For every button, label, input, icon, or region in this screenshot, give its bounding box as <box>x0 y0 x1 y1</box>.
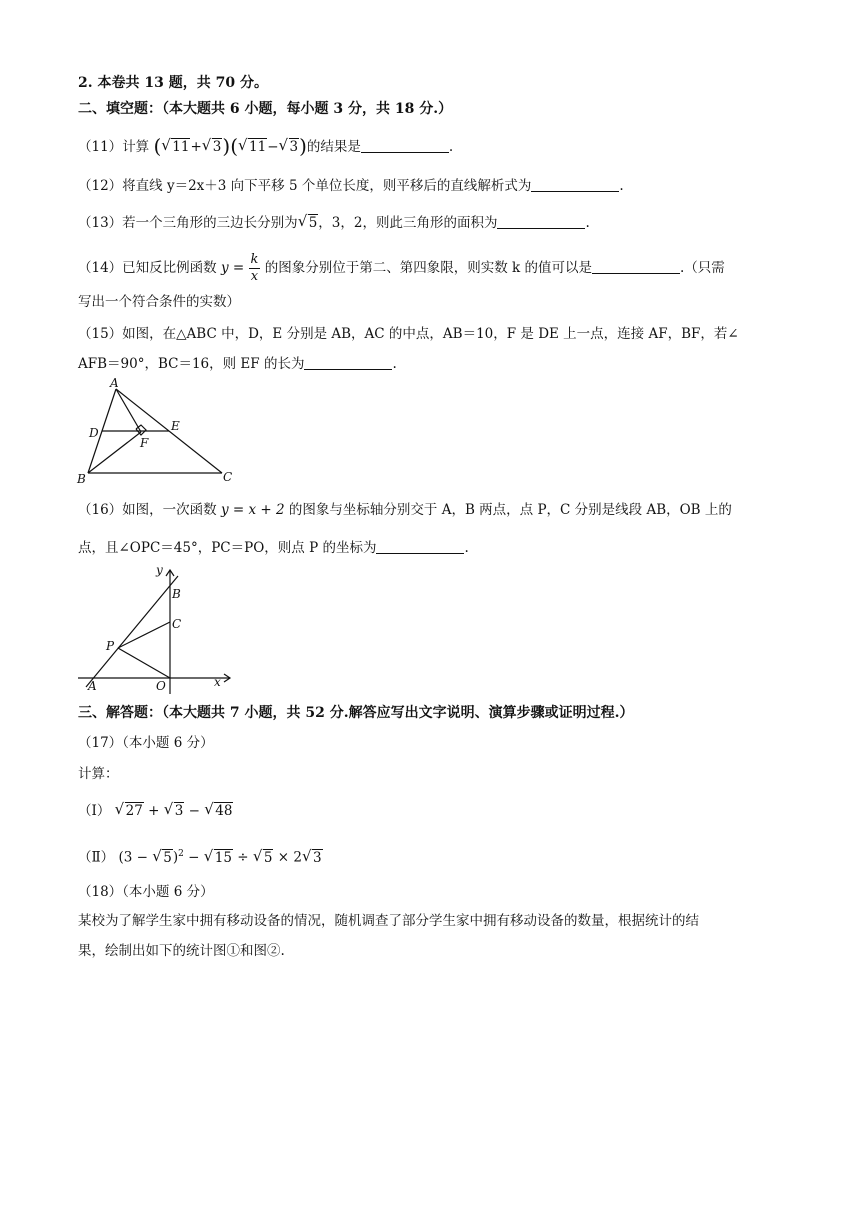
q17-part-1-label: （Ⅰ） <box>78 803 111 819</box>
q17-p2-minus: − <box>188 849 200 866</box>
question-16-line-2 <box>78 538 469 558</box>
q14-answer-blank <box>592 259 680 274</box>
q11-radicand-3: 11 <box>249 139 267 155</box>
q14-suffix: 的图象分别位于第二、第四象限，则实数 k 的值可以是 <box>264 260 592 276</box>
q17-p2-exponent: 2 <box>178 849 184 859</box>
q15-end: . <box>392 356 397 372</box>
question-14 <box>78 252 725 285</box>
fig15-label-C: C <box>223 470 233 484</box>
q12-text: （12）将直线 y＝2x＋3 向下平移 5 个单位长度，则平移后的直线解析式为 <box>78 178 532 194</box>
q13-answer-blank <box>497 214 585 229</box>
q17-p1-radicand-c: 48 <box>215 803 233 819</box>
q13-suffix: ，3，2，则此三角形的面积为 <box>318 215 498 231</box>
q16-answer-blank <box>376 539 464 554</box>
question-11: （11）计算 (√ 11+√ 3)(√ 11−√ 3)的结果是 . <box>78 136 453 157</box>
q12-answer-blank <box>531 177 619 192</box>
q13-end: . <box>585 215 590 231</box>
q17-p1-radicand-a: 27 <box>125 803 143 819</box>
q13-prefix: （13）若一个三角形的三边长分别为 <box>78 215 298 231</box>
q18-line-2: 果，绘制出如下的统计图①和图②. <box>78 943 285 959</box>
q11-suffix: 的结果是 <box>306 139 361 155</box>
fig15-label-F: F <box>140 436 149 450</box>
q14-prefix: （14）已知反比例函数 <box>78 260 217 276</box>
fig16-label-C: C <box>172 617 182 631</box>
q17-intro: 计算： <box>78 766 119 782</box>
exam-total-note: 2. 本卷共 13 题，共 70 分。 <box>78 75 268 91</box>
fig16-label-P: P <box>106 639 115 653</box>
fig15-label-A: A <box>110 376 119 390</box>
q11-number: （11） <box>78 139 123 155</box>
fig15-label-B: B <box>77 472 86 485</box>
q11-radicand-2: 3 <box>212 139 222 155</box>
figure-15-triangle <box>74 375 244 485</box>
q16-function: y = x + 2 <box>220 502 285 518</box>
q16-prefix: （16）如图，一次函数 <box>78 502 217 518</box>
q13-radicand: 5 <box>308 215 318 231</box>
fig16-label-A: A <box>88 679 97 693</box>
q11-end: . <box>448 139 454 155</box>
q17-p2-times: × 2 <box>277 849 302 866</box>
q16-end: . <box>464 540 469 556</box>
q18-header: （18）（本小题 6 分） <box>78 884 214 900</box>
q17-part-2-label: （Ⅱ） <box>78 849 115 866</box>
q15-answer-blank <box>304 355 392 370</box>
q14-denominator: x <box>250 269 259 284</box>
q17-p1-plus: + <box>148 803 160 819</box>
q15-line-2: AFB＝90°，BC＝16，则 EF 的长为 <box>78 356 305 372</box>
q12-end: . <box>619 178 624 194</box>
q14-line-2: 写出一个符合条件的实数） <box>78 294 240 310</box>
q17-p1-minus: − <box>188 803 200 819</box>
q14-numerator: k <box>250 252 259 267</box>
q17-p2-open: (3 − <box>118 849 148 866</box>
q17-part-1 <box>78 801 233 821</box>
q17-p1-radicand-b: 3 <box>174 803 184 819</box>
q14-fraction <box>249 252 261 285</box>
question-12 <box>78 176 624 196</box>
q11-prefix: 计算 <box>122 139 150 155</box>
q17-p2-close: ) <box>172 849 179 866</box>
q14-y: y = <box>220 260 245 276</box>
figure-16-coordinate-graph <box>74 562 244 700</box>
q17-part-2 <box>78 844 323 868</box>
q17-p2-radicand-3: 5 <box>263 849 273 866</box>
question-15-line-2 <box>78 354 397 374</box>
fig16-label-x: x <box>214 675 221 689</box>
q17-p2-radicand-4: 3 <box>312 849 322 866</box>
q15-line-1: （15）如图，在△ABC 中，D，E 分别是 AB，AC 的中点，AB＝10，F 是 DE 上一点，连接 AF，BF，若∠ <box>78 326 739 342</box>
q16-suffix: 的图象与坐标轴分别交于 A，B 两点，点 P，C 分别是线段 AB，OB 上的 <box>288 502 732 518</box>
fig16-label-O: O <box>156 679 166 693</box>
q11-radicand-1: 11 <box>172 139 190 155</box>
q17-header: （17）（本小题 6 分） <box>78 735 214 751</box>
fig15-label-D: D <box>89 426 99 440</box>
question-16-line-1 <box>78 500 732 520</box>
section-2-title: 二、填空题：（本大题共 6 小题，每小题 3 分，共 18 分.） <box>78 101 453 117</box>
fig15-label-E: E <box>171 419 180 433</box>
section-3-title: 三、解答题：（本大题共 7 小题，共 52 分.解答应写出文字说明、演算步骤或证明过程.） <box>78 705 634 721</box>
fig16-label-B: B <box>172 587 181 601</box>
question-13 <box>78 213 590 233</box>
q11-answer-blank <box>361 138 449 153</box>
q14-end: .（只需 <box>679 260 725 276</box>
q17-p2-divide: ÷ <box>237 849 249 866</box>
fig16-label-y: y <box>156 563 163 577</box>
q17-p2-radicand-1: 5 <box>163 849 172 866</box>
q16-line-2: 点，且∠OPC＝45°，PC＝PO，则点 P 的坐标为 <box>78 540 377 556</box>
q11-radicand-4: 3 <box>289 139 299 155</box>
q17-p2-radicand-2: 15 <box>214 849 232 866</box>
q18-line-1: 某校为了解学生家中拥有移动设备的情况，随机调查了部分学生家中拥有移动设备的数量，根据统计的结 <box>78 913 699 929</box>
